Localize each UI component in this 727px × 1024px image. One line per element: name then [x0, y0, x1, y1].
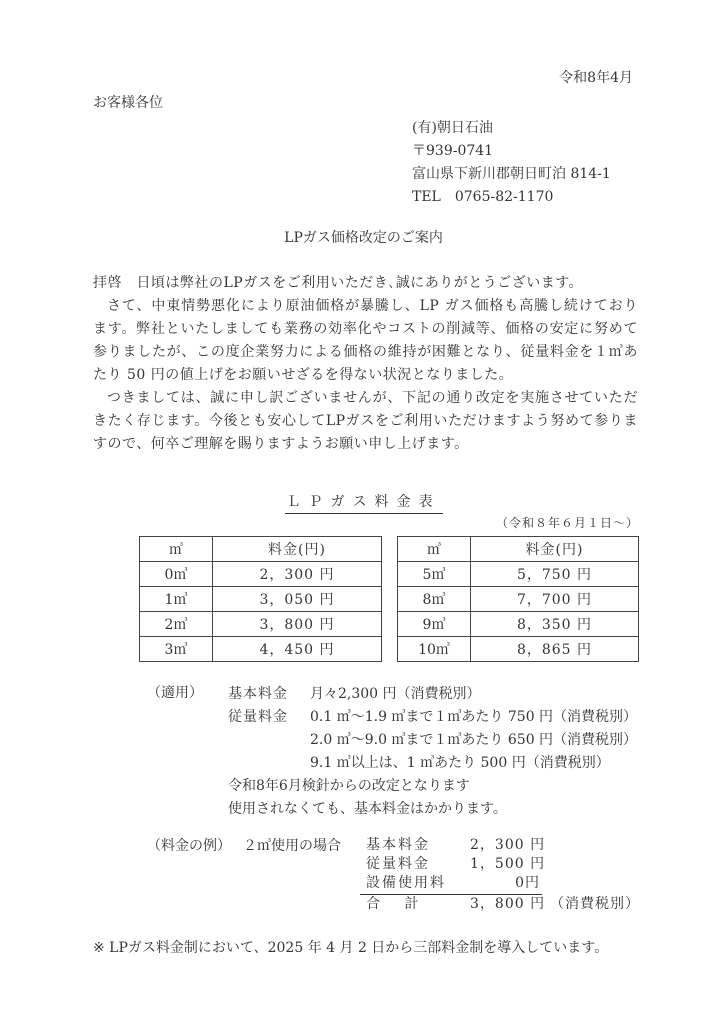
example-item: 基本料金 [366, 837, 430, 853]
table-row [140, 612, 382, 637]
price-cell: 2，300 円 [213, 562, 382, 587]
example-row [360, 836, 630, 855]
table-row [398, 612, 639, 637]
price-cell: 7，700 円 [471, 587, 639, 612]
body-paragraph-reason: さて、中東情勢悪化により原油価格が暴騰し、LP ガス価格も高騰し続けております。弊社といたしましても業務の効率化やコストの削減等、価格の安定に努めて参りましたが、この度企業努力による価格の維持が困難となり、従量料金を１㎥あたり 50 円の値上げをお願いせざるを得ない状況となりました。 [93, 298, 638, 383]
table-row [140, 587, 382, 612]
header-volume: ㎥ [140, 537, 213, 562]
table-row [398, 637, 639, 662]
document-date: 令和8年4月 [559, 70, 633, 86]
example-amount: 0円 [515, 875, 540, 891]
table-header-row [398, 537, 639, 562]
volume-cell: 2㎥ [140, 612, 213, 637]
body-text [93, 272, 638, 456]
application-note: 令和8年6月検針からの改定となります [228, 778, 470, 794]
example-breakdown [360, 836, 640, 914]
rate-table-left [139, 536, 382, 662]
usage-fee-line: 0.1 ㎥～1.9 ㎥まで１㎥あたり 750 円（消費税別） [310, 709, 638, 725]
price-cell: 8，350 円 [471, 612, 639, 637]
total-label: 合 計 [366, 896, 421, 912]
price-cell: 3，800 円 [213, 612, 382, 637]
example-item: 設備使用料 [366, 875, 446, 891]
basic-fee-label: 基本料金 [228, 686, 288, 702]
document-title: LPガス価格改定のご案内 [284, 230, 443, 246]
basic-fee-row [228, 683, 637, 706]
rate-effective-date: （令和８年６月１日～） [495, 516, 639, 530]
sender-block [412, 117, 611, 209]
volume-cell: 5㎥ [398, 562, 471, 587]
example-amount: 1，500 円 [470, 856, 546, 872]
usage-fee-label: 従量料金 [228, 709, 288, 725]
total-tax-note: （消費税別） [550, 896, 640, 912]
example-amount: 2，300 円 [470, 837, 546, 853]
body-paragraph-greeting: 拝啓 日頃は弊社のLPガスをご利用いただき､誠にありがとうございます。 [93, 275, 584, 291]
rate-table-right [397, 536, 639, 662]
footnote: ※ LPガス料金制において、2025 年 4 月 2 日から三部料金制を導入しています。 [93, 940, 609, 956]
addressee: お客様各位 [93, 95, 163, 111]
volume-cell: 0㎥ [140, 562, 213, 587]
basic-fee-value: 月々2,300 円（消費税別） [310, 686, 481, 702]
price-cell: 5，750 円 [471, 562, 639, 587]
header-volume: ㎥ [398, 537, 471, 562]
table-row [140, 562, 382, 587]
example-total-row [360, 895, 640, 914]
usage-fee-row [228, 729, 637, 752]
volume-cell: 9㎥ [398, 612, 471, 637]
usage-fee-row [228, 752, 637, 775]
price-cell: 8，865 円 [471, 637, 639, 662]
sender-address: 富山県下新川郡朝日町泊 814-1 [412, 166, 611, 182]
volume-cell: 1㎥ [140, 587, 213, 612]
body-paragraph-request: つきましては、誠に申し訳ございませんが、下記の通り改定を実施させていただきたく存じます。今後とも安心してLPガスをご利用いただけますよう努めて参りますので、何卒ご理解を賜りますようお願い申し上げます。 [93, 390, 638, 452]
sender-postal: 〒939-0741 [412, 143, 494, 159]
example-row [360, 855, 630, 874]
table-row [140, 637, 382, 662]
total-amount: 3，800 円 [470, 896, 546, 912]
usage-fee-line: 9.1 ㎥以上は、1 ㎥あたり 500 円（消費税別） [310, 755, 610, 771]
example-label: （料金の例） [147, 838, 231, 854]
example-case: ２㎥使用の場合 [243, 838, 341, 854]
rate-table-title-wrap [0, 492, 727, 514]
volume-cell: 10㎥ [398, 637, 471, 662]
price-cell: 4，450 円 [213, 637, 382, 662]
header-price: 料金(円) [213, 537, 382, 562]
volume-cell: 3㎥ [140, 637, 213, 662]
sender-tel: TEL 0765-82-1170 [412, 189, 554, 205]
example-row [360, 874, 630, 893]
volume-cell: 8㎥ [398, 587, 471, 612]
table-header-row [140, 537, 382, 562]
application-note: 使用されなくても、基本料金はかかります。 [228, 801, 507, 817]
header-price: 料金(円) [471, 537, 639, 562]
table-row [398, 562, 639, 587]
example-item: 従量料金 [366, 856, 430, 872]
application-label: （適用） [147, 685, 203, 701]
usage-fee-row [228, 706, 637, 729]
price-cell: 3，050 円 [213, 587, 382, 612]
application-block [228, 683, 637, 821]
table-row [398, 587, 639, 612]
usage-fee-line: 2.0 ㎥～9.0 ㎥まで１㎥あたり 650 円（消費税別） [310, 732, 638, 748]
rate-table-title: ＬＰガス料金表 [285, 492, 443, 514]
sender-company: (有)朝日石油 [412, 120, 493, 136]
